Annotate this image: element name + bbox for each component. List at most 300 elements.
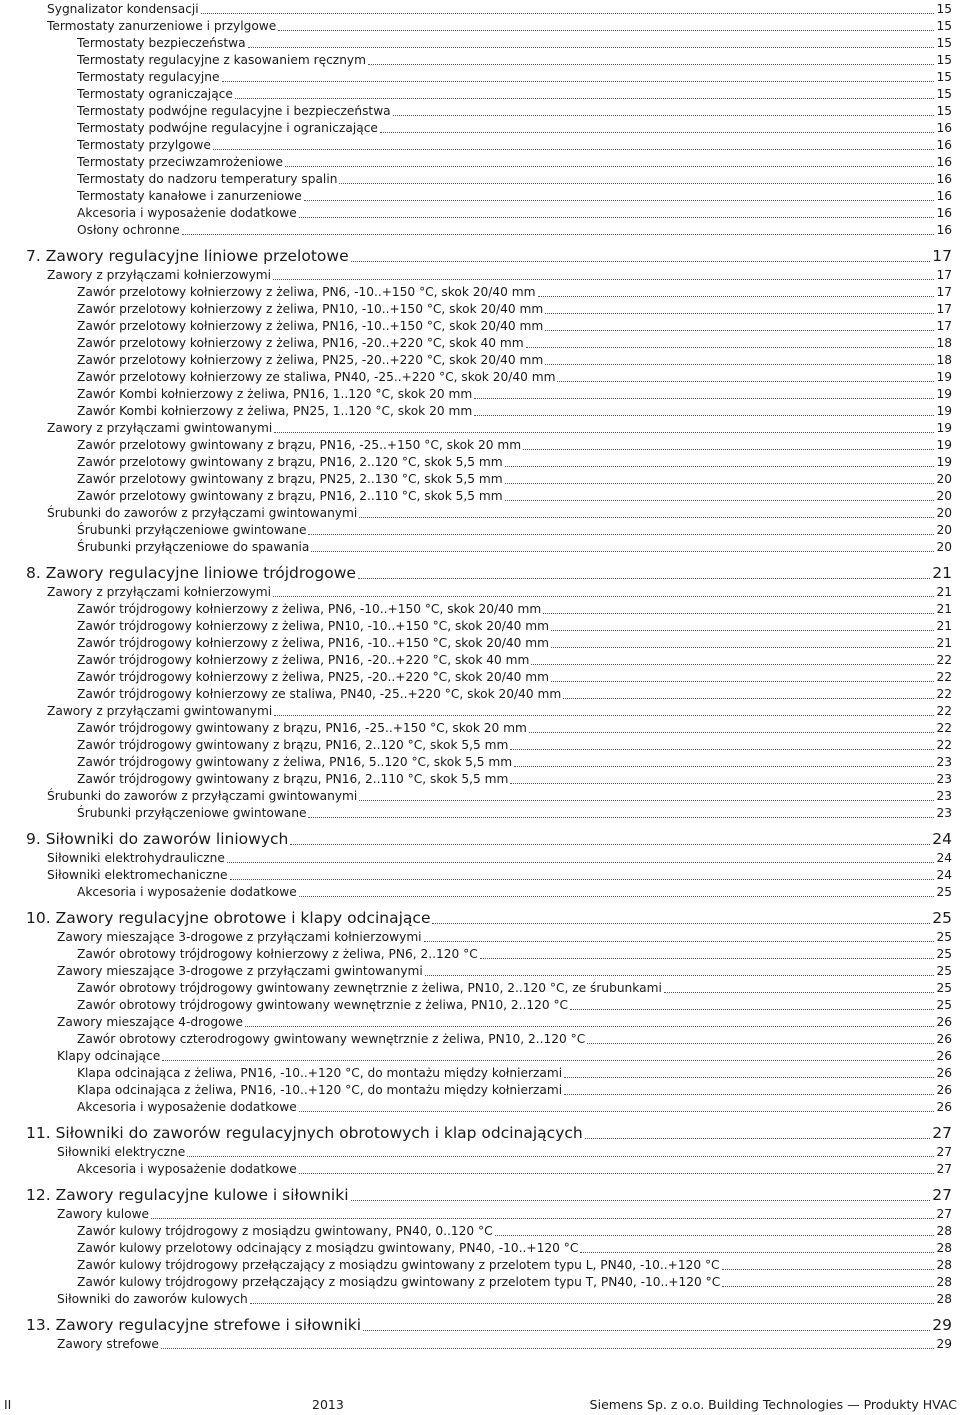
toc-chapter[interactable] — [26, 906, 952, 928]
dot-leader — [278, 30, 934, 31]
toc-entry[interactable] — [77, 634, 952, 651]
toc-entry-page-number: 26 — [936, 1100, 952, 1114]
toc-entry-page-number: 23 — [936, 772, 952, 786]
toc-entry[interactable] — [77, 736, 952, 753]
toc-entry[interactable] — [77, 600, 952, 617]
toc-entry[interactable] — [77, 170, 952, 187]
toc-entry[interactable] — [77, 453, 952, 470]
toc-entry-title: Siłowniki do zaworów kulowych — [57, 1292, 248, 1306]
dot-leader — [274, 715, 934, 716]
toc-entry-title: Zawór kulowy trójdrogowy przełączający z mosiądzu gwintowany z przelotem typu L, PN40, -10..+120 °C — [77, 1258, 720, 1272]
toc-entry[interactable] — [77, 753, 952, 770]
toc-entry-title: Zawory z przyłączami gwintowanymi — [47, 421, 273, 435]
toc-entry-title: Termostaty bezpieczeństwa — [77, 36, 246, 50]
toc-entry-page-number: 23 — [936, 806, 952, 820]
toc-entry-title: Zawór przelotowy gwintowany z brązu, PN16, -25..+150 °C, skok 20 mm — [77, 438, 522, 452]
toc-entry[interactable] — [47, 787, 952, 804]
toc-entry-title: Termostaty do nadzoru temperatury spalin — [77, 172, 338, 186]
toc-chapter[interactable] — [26, 1183, 952, 1205]
toc-entry[interactable] — [77, 538, 952, 555]
toc-entry-page-number: 26 — [936, 1049, 952, 1063]
toc-entry-title: Zawór przelotowy gwintowany z brązu, PN25, 2..130 °C, skok 5,5 mm — [77, 472, 503, 486]
toc-entry-page-number: 28 — [936, 1275, 952, 1289]
toc-entry[interactable] — [47, 419, 952, 436]
toc-entry-page-number: 25 — [936, 998, 952, 1012]
dot-leader — [311, 551, 934, 552]
dot-leader — [273, 279, 934, 280]
dot-leader — [551, 630, 934, 631]
toc-entry-page-number: 21 — [936, 602, 952, 616]
toc-entry-title: Termostaty podwójne regulacyjne i bezpieczeństwa — [77, 104, 391, 118]
toc-entry-title: Zawór kulowy przelotowy odcinający z mosiądzu gwintowany, PN40, -10..+120 °C — [77, 1241, 579, 1255]
toc-entry[interactable] — [77, 85, 952, 102]
toc-entry-page-number: 25 — [936, 964, 952, 978]
dot-leader — [250, 1303, 935, 1304]
toc-entry-title: Termostaty regulacyjne z kasowaniem ręcznym — [77, 53, 367, 67]
dot-leader — [722, 1286, 934, 1287]
toc-entry-title: Zawory kulowe — [57, 1207, 150, 1221]
toc-entry[interactable] — [77, 668, 952, 685]
toc-entry[interactable] — [77, 1222, 952, 1239]
dot-leader — [368, 64, 934, 65]
toc-entry-title: Zawór obrotowy trójdrogowy gwintowany zewnętrznie z żeliwa, PN10, 2..120 °C, ze śrubunkami — [77, 981, 662, 995]
toc-chapter[interactable] — [26, 561, 952, 583]
dot-leader — [545, 330, 934, 331]
dot-leader — [545, 313, 934, 314]
toc-chapter[interactable] — [26, 1313, 952, 1335]
dot-leader — [514, 766, 934, 767]
toc-entry-page-number: 16 — [936, 189, 952, 203]
toc-entry[interactable] — [57, 1047, 952, 1064]
toc-entry-title: Zawory z przyłączami kołnierzowymi — [47, 268, 272, 282]
toc-entry-title: Zawory mieszające 4-drogowe — [57, 1015, 243, 1029]
toc-entry-page-number: 22 — [936, 704, 952, 718]
toc-entry-title: Zawory mieszające 3-drogowe z przyłączami kołnierzowymi — [57, 930, 422, 944]
toc-entry-title: Akcesoria i wyposażenie dodatkowe — [77, 206, 297, 220]
toc-entry-title: Zawór przelotowy kołnierzowy z żeliwa, PN6, -10..+150 °C, skok 20/40 mm — [77, 285, 536, 299]
toc-entry-title: 10. Zawory regulacyjne obrotowe i klapy odcinające — [26, 909, 431, 927]
toc-entry-page-number: 22 — [936, 721, 952, 735]
toc-entry-page-number: 16 — [936, 172, 952, 186]
toc-entry-title: Zawór trójdrogowy kołnierzowy z żeliwa, PN16, -20..+220 °C, skok 40 mm — [77, 653, 530, 667]
toc-entry-title: Zawór przelotowy kołnierzowy z żeliwa, PN10, -10..+150 °C, skok 20/40 mm — [77, 302, 544, 316]
toc-entry-title: Zawór obrotowy trójdrogowy gwintowany wewnętrznie z żeliwa, PN10, 2..120 °C — [77, 998, 569, 1012]
toc-entry-title: Klapy odcinające — [57, 1049, 161, 1063]
dot-leader — [587, 1043, 934, 1044]
dot-leader — [162, 1060, 934, 1061]
toc-entry-title: Śrubunki przyłączeniowe gwintowane — [77, 523, 307, 537]
dot-leader — [505, 466, 935, 467]
toc-entry[interactable] — [77, 204, 952, 221]
toc-entry-title: Zawór przelotowy kołnierzowy z żeliwa, PN16, -10..+150 °C, skok 20/40 mm — [77, 319, 544, 333]
toc-entry-page-number: 18 — [936, 353, 952, 367]
toc-entry-title: 9. Siłowniki do zaworów liniowych — [26, 830, 289, 848]
toc-entry-title: 8. Zawory regulacyjne liniowe trójdrogowe — [26, 564, 356, 582]
toc-entry-title: Termostaty kanałowe i zanurzeniowe — [77, 189, 302, 203]
toc-entry-page-number: 17 — [936, 319, 952, 333]
toc-entry-page-number: 24 — [932, 830, 952, 848]
dot-leader — [285, 166, 934, 167]
toc-entry-title: Termostaty ograniczające — [77, 87, 233, 101]
dot-leader — [505, 500, 935, 501]
toc-entry[interactable] — [47, 504, 952, 521]
toc-entry[interactable] — [77, 34, 952, 51]
dot-leader — [474, 415, 934, 416]
toc-entry-title: Zawór przelotowy kołnierzowy z żeliwa, PN25, -20..+220 °C, skok 20/40 mm — [77, 353, 544, 367]
toc-entry-page-number: 19 — [936, 438, 952, 452]
toc-entry[interactable] — [77, 470, 952, 487]
toc-entry[interactable] — [57, 1013, 952, 1030]
dot-leader — [563, 698, 934, 699]
toc-entry-page-number: 27 — [936, 1162, 952, 1176]
dot-leader — [359, 517, 934, 518]
toc-entry-page-number: 15 — [936, 19, 952, 33]
toc-entry-title: Zawór trójdrogowy gwintowany z brązu, PN16, 2..110 °C, skok 5,5 mm — [77, 772, 509, 786]
page-footer — [0, 1395, 960, 1415]
toc-entry-title: Zawory z przyłączami gwintowanymi — [47, 704, 273, 718]
toc-entry-title: Zawór obrotowy czterodrogowy gwintowany wewnętrznie z żeliwa, PN10, 2..120 °C — [77, 1032, 586, 1046]
toc-entry-page-number: 25 — [932, 909, 952, 927]
toc-entry-title: Siłowniki elektrohydrauliczne — [47, 851, 225, 865]
dot-leader — [274, 432, 934, 433]
toc-entry-page-number: 20 — [936, 472, 952, 486]
toc-entry[interactable] — [77, 945, 952, 962]
toc-entry[interactable] — [77, 385, 952, 402]
toc-chapter[interactable] — [26, 244, 952, 266]
toc-entry[interactable] — [77, 770, 952, 787]
dot-leader — [359, 800, 934, 801]
toc-entry-title: Sygnalizator kondensacji — [47, 2, 199, 16]
toc-entry-title: Termostaty zanurzeniowe i przylgowe — [47, 19, 277, 33]
dot-leader — [358, 578, 930, 579]
toc-entry[interactable] — [77, 136, 952, 153]
toc-entry-page-number: 20 — [936, 506, 952, 520]
toc-entry-page-number: 27 — [932, 1124, 952, 1142]
dot-leader — [538, 296, 935, 297]
toc-entry-title: Śrubunki przyłączeniowe gwintowane — [77, 806, 307, 820]
toc-entry[interactable] — [47, 266, 952, 283]
toc-entry-page-number: 20 — [936, 540, 952, 554]
toc-entry[interactable] — [77, 283, 952, 300]
dot-leader — [570, 1009, 934, 1010]
toc-entry-title: Klapa odcinająca z żeliwa, PN16, -10..+120 °C, do montażu między kołnierzami — [77, 1083, 563, 1097]
footer-section-number: II — [4, 1397, 12, 1412]
toc-entry-title: Zawór przelotowy kołnierzowy ze staliwa, PN40, -25..+220 °C, skok 20/40 mm — [77, 370, 556, 384]
dot-leader — [299, 1173, 935, 1174]
toc-entry-title: Zawór Kombi kołnierzowy z żeliwa, PN25, 1..120 °C, skok 20 mm — [77, 404, 473, 418]
dot-leader — [235, 98, 935, 99]
toc-entry[interactable] — [57, 1290, 952, 1307]
dot-leader — [557, 381, 934, 382]
toc-entry[interactable] — [77, 1239, 952, 1256]
toc-entry-title: Zawór Kombi kołnierzowy z żeliwa, PN16, 1..120 °C, skok 20 mm — [77, 387, 473, 401]
toc-entry[interactable] — [77, 1064, 952, 1081]
toc-entry-title: Termostaty podwójne regulacyjne i ograniczające — [77, 121, 378, 135]
dot-leader — [474, 398, 934, 399]
toc-entry-title: 11. Siłowniki do zaworów regulacyjnych obrotowych i klap odcinających — [26, 1124, 583, 1142]
toc-entry-page-number: 24 — [936, 868, 952, 882]
dot-leader — [299, 896, 935, 897]
dot-leader — [510, 783, 934, 784]
toc-entry-title: Zawory strefowe — [57, 1337, 159, 1351]
toc-entry-page-number: 16 — [936, 223, 952, 237]
dot-leader — [290, 844, 930, 845]
toc-entry-page-number: 15 — [936, 53, 952, 67]
dot-leader — [424, 941, 935, 942]
toc-entry-page-number: 23 — [936, 789, 952, 803]
toc-entry-page-number: 26 — [936, 1032, 952, 1046]
dot-leader — [510, 749, 934, 750]
toc-entry[interactable] — [77, 1273, 952, 1290]
toc-entry-page-number: 19 — [936, 421, 952, 435]
toc-entry[interactable] — [77, 1160, 952, 1177]
toc-entry-title: Siłowniki elektryczne — [57, 1145, 186, 1159]
toc-entry-page-number: 21 — [936, 585, 952, 599]
dot-leader — [245, 1026, 935, 1027]
toc-entry-page-number: 21 — [936, 619, 952, 633]
dot-leader — [187, 1156, 934, 1157]
dot-leader — [425, 975, 935, 976]
toc-entry[interactable] — [77, 402, 952, 419]
dot-leader — [304, 200, 935, 201]
toc-entry[interactable] — [77, 368, 952, 385]
toc-entry-page-number: 22 — [936, 670, 952, 684]
toc-entry-page-number: 15 — [936, 70, 952, 84]
dot-leader — [227, 862, 935, 863]
toc-entry-page-number: 19 — [936, 455, 952, 469]
toc-entry-title: Zawory z przyłączami kołnierzowymi — [47, 585, 272, 599]
toc-entry-page-number: 17 — [936, 302, 952, 316]
dot-leader — [273, 596, 934, 597]
toc-entry[interactable] — [77, 68, 952, 85]
dot-leader — [580, 1252, 934, 1253]
toc-entry-page-number: 19 — [936, 387, 952, 401]
toc-entry-page-number: 25 — [936, 981, 952, 995]
toc-entry-page-number: 21 — [936, 636, 952, 650]
toc-entry-page-number: 26 — [936, 1066, 952, 1080]
dot-leader — [213, 149, 935, 150]
dot-leader — [339, 183, 934, 184]
dot-leader — [351, 1200, 931, 1201]
toc-entry-page-number: 17 — [936, 285, 952, 299]
toc-entry[interactable] — [47, 702, 952, 719]
dot-leader — [480, 958, 935, 959]
toc-entry-page-number: 19 — [936, 370, 952, 384]
dot-leader — [531, 664, 934, 665]
toc-entry-title: Zawór obrotowy trójdrogowy kołnierzowy z żeliwa, PN6, 2..120 °C — [77, 947, 478, 961]
toc-entry-page-number: 29 — [932, 1316, 952, 1334]
toc-entry-title: Siłowniki elektromechaniczne — [47, 868, 228, 882]
toc-chapter[interactable] — [26, 1121, 952, 1143]
toc-entry-page-number: 17 — [936, 268, 952, 282]
dot-leader — [564, 1094, 934, 1095]
toc-entry[interactable] — [77, 521, 952, 538]
toc-entry-title: Zawór trójdrogowy kołnierzowy z żeliwa, PN10, -10..+150 °C, skok 20/40 mm — [77, 619, 550, 633]
toc-entry[interactable] — [77, 334, 952, 351]
toc-entry-title: Osłony ochronne — [77, 223, 180, 237]
toc-entry-page-number: 25 — [936, 947, 952, 961]
toc-entry-title: Zawór trójdrogowy kołnierzowy ze staliwa, PN40, -25..+220 °C, skok 20/40 mm — [77, 687, 562, 701]
toc-entry[interactable] — [77, 979, 952, 996]
dot-leader — [363, 1330, 930, 1331]
dot-leader — [248, 47, 935, 48]
toc-entry-title: Termostaty regulacyjne — [77, 70, 220, 84]
toc-entry[interactable] — [77, 1030, 952, 1047]
toc-entry-title: Zawór kulowy trójdrogowy z mosiądzu gwintowany, PN40, 0..120 °C — [77, 1224, 493, 1238]
toc-entry-page-number: 18 — [936, 336, 952, 350]
toc-entry[interactable] — [77, 1081, 952, 1098]
toc-entry[interactable] — [77, 119, 952, 136]
toc-entry-title: Zawór kulowy trójdrogowy przełączający z mosiądzu gwintowany z przelotem typu T, PN40, -10..+120 °C — [77, 1275, 721, 1289]
toc-entry-page-number: 15 — [936, 87, 952, 101]
dot-leader — [495, 1235, 935, 1236]
toc-entry-page-number: 15 — [936, 2, 952, 16]
toc-entry[interactable] — [47, 583, 952, 600]
toc-entry[interactable] — [77, 804, 952, 821]
toc-entry-title: Zawór przelotowy gwintowany z brązu, PN16, 2..110 °C, skok 5,5 mm — [77, 489, 503, 503]
dot-leader — [529, 732, 935, 733]
toc-entry-page-number: 22 — [936, 687, 952, 701]
toc-entry-title: 13. Zawory regulacyjne strefowe i siłowniki — [26, 1316, 362, 1334]
toc-entry[interactable] — [77, 883, 952, 900]
toc-entry-page-number: 16 — [936, 206, 952, 220]
dot-leader — [543, 613, 934, 614]
toc-entry-page-number: 17 — [932, 247, 952, 265]
toc-entry-title: Zawór trójdrogowy gwintowany z brązu, PN16, -25..+150 °C, skok 20 mm — [77, 721, 527, 735]
dot-leader — [432, 923, 930, 924]
toc-entry-title: 12. Zawory regulacyjne kulowe i siłowniki — [26, 1186, 349, 1204]
toc-entry[interactable] — [77, 685, 952, 702]
dot-leader — [722, 1269, 935, 1270]
toc-entry-page-number: 22 — [936, 653, 952, 667]
dot-leader — [545, 364, 934, 365]
toc-entry-title: Śrubunki do zaworów z przyłączami gwintowanymi — [47, 789, 358, 803]
footer-year: 2013 — [312, 1397, 344, 1412]
toc-entry-page-number: 27 — [936, 1207, 952, 1221]
toc-entry-page-number: 16 — [936, 121, 952, 135]
toc-entry-title: 7. Zawory regulacyjne liniowe przelotowe — [26, 247, 349, 265]
toc-entry[interactable] — [77, 51, 952, 68]
toc-entry-title: Zawór trójdrogowy kołnierzowy z żeliwa, PN6, -10..+150 °C, skok 20/40 mm — [77, 602, 542, 616]
toc-entry-page-number: 26 — [936, 1083, 952, 1097]
toc-entry-title: Akcesoria i wyposażenie dodatkowe — [77, 885, 297, 899]
dot-leader — [182, 234, 935, 235]
toc-entry[interactable] — [77, 317, 952, 334]
toc-entry-page-number: 28 — [936, 1292, 952, 1306]
toc-entry-title: Klapa odcinająca z żeliwa, PN16, -10..+120 °C, do montażu między kołnierzami — [77, 1066, 563, 1080]
dot-leader — [585, 1138, 931, 1139]
toc-entry-title: Śrubunki do zaworów z przyłączami gwintowanymi — [47, 506, 358, 520]
toc-entry-title: Zawór trójdrogowy gwintowany z żeliwa, PN16, 5..120 °C, skok 5,5 mm — [77, 755, 513, 769]
toc-entry-page-number: 29 — [936, 1337, 952, 1351]
toc-entry-page-number: 16 — [936, 155, 952, 169]
toc-chapter[interactable] — [26, 827, 952, 849]
toc-entry-title: Zawór trójdrogowy gwintowany z brązu, PN16, 2..120 °C, skok 5,5 mm — [77, 738, 509, 752]
toc-entry[interactable] — [57, 928, 952, 945]
dot-leader — [151, 1218, 934, 1219]
dot-leader — [523, 449, 934, 450]
dot-leader — [299, 1111, 935, 1112]
dot-leader — [299, 217, 935, 218]
dot-leader — [380, 132, 935, 133]
toc-entry-title: Zawór trójdrogowy kołnierzowy z żeliwa, PN25, -20..+220 °C, skok 20/40 mm — [77, 670, 550, 684]
toc-entry-page-number: 28 — [936, 1224, 952, 1238]
toc-entry[interactable] — [47, 849, 952, 866]
toc-entry[interactable] — [47, 0, 952, 17]
toc-entry-page-number: 27 — [936, 1145, 952, 1159]
dot-leader — [230, 879, 935, 880]
toc-entry-page-number: 15 — [936, 104, 952, 118]
toc-entry[interactable] — [77, 719, 952, 736]
toc-entry[interactable] — [77, 153, 952, 170]
toc-entry[interactable] — [77, 1256, 952, 1273]
dot-leader — [201, 13, 935, 14]
toc-entry[interactable] — [77, 996, 952, 1013]
toc-entry[interactable] — [77, 487, 952, 504]
dot-leader — [393, 115, 935, 116]
toc-entry[interactable] — [77, 617, 952, 634]
toc-entry-title: Termostaty przeciwzamrożeniowe — [77, 155, 284, 169]
dot-leader — [664, 992, 935, 993]
toc-entry[interactable] — [77, 221, 952, 238]
dot-leader — [308, 534, 934, 535]
toc-entry-page-number: 28 — [936, 1241, 952, 1255]
toc-entry-title: Zawory mieszające 3-drogowe z przyłączami gwintowanymi — [57, 964, 423, 978]
toc-entry-page-number: 22 — [936, 738, 952, 752]
toc-entry[interactable] — [77, 436, 952, 453]
dot-leader — [564, 1077, 934, 1078]
toc-entry[interactable] — [47, 866, 952, 883]
toc-entry[interactable] — [77, 300, 952, 317]
toc-entry-page-number: 20 — [936, 523, 952, 537]
toc-entry-page-number: 24 — [936, 851, 952, 865]
toc-entry-title: Termostaty przylgowe — [77, 138, 211, 152]
toc-entry[interactable] — [57, 1335, 952, 1352]
toc-entry[interactable] — [77, 651, 952, 668]
toc-entry[interactable] — [77, 102, 952, 119]
toc-entry-page-number: 15 — [936, 36, 952, 50]
toc-entry-page-number: 20 — [936, 489, 952, 503]
toc-entry-title: Zawór przelotowy kołnierzowy z żeliwa, PN16, -20..+220 °C, skok 40 mm — [77, 336, 524, 350]
dot-leader — [161, 1348, 935, 1349]
toc-entry-title: Zawór trójdrogowy kołnierzowy z żeliwa, PN16, -10..+150 °C, skok 20/40 mm — [77, 636, 550, 650]
toc-entry-page-number: 19 — [936, 404, 952, 418]
toc-entry-page-number: 26 — [936, 1015, 952, 1029]
toc-entry[interactable] — [47, 17, 952, 34]
toc-entry[interactable] — [57, 962, 952, 979]
dot-leader — [351, 261, 931, 262]
toc-entry-page-number: 16 — [936, 138, 952, 152]
footer-company: Siemens Sp. z o.o. Building Technologies — Produkty HVAC — [589, 1397, 957, 1412]
toc-entry[interactable] — [77, 187, 952, 204]
dot-leader — [551, 647, 934, 648]
toc-entry-title: Śrubunki przyłączeniowe do spawania — [77, 540, 310, 554]
toc-entry-page-number: 28 — [936, 1258, 952, 1272]
toc-entry[interactable] — [57, 1143, 952, 1160]
toc-entry-page-number: 23 — [936, 755, 952, 769]
toc-entry-page-number: 25 — [936, 930, 952, 944]
toc-entry[interactable] — [77, 351, 952, 368]
toc-entry-page-number: 27 — [932, 1186, 952, 1204]
dot-leader — [505, 483, 935, 484]
toc-entry-page-number: 25 — [936, 885, 952, 899]
toc-entry[interactable] — [77, 1098, 952, 1115]
toc-entry[interactable] — [57, 1205, 952, 1222]
dot-leader — [308, 817, 934, 818]
dot-leader — [222, 81, 935, 82]
toc-entry-page-number: 21 — [932, 564, 952, 582]
toc-entry-title: Zawór przelotowy gwintowany z brązu, PN16, 2..120 °C, skok 5,5 mm — [77, 455, 503, 469]
